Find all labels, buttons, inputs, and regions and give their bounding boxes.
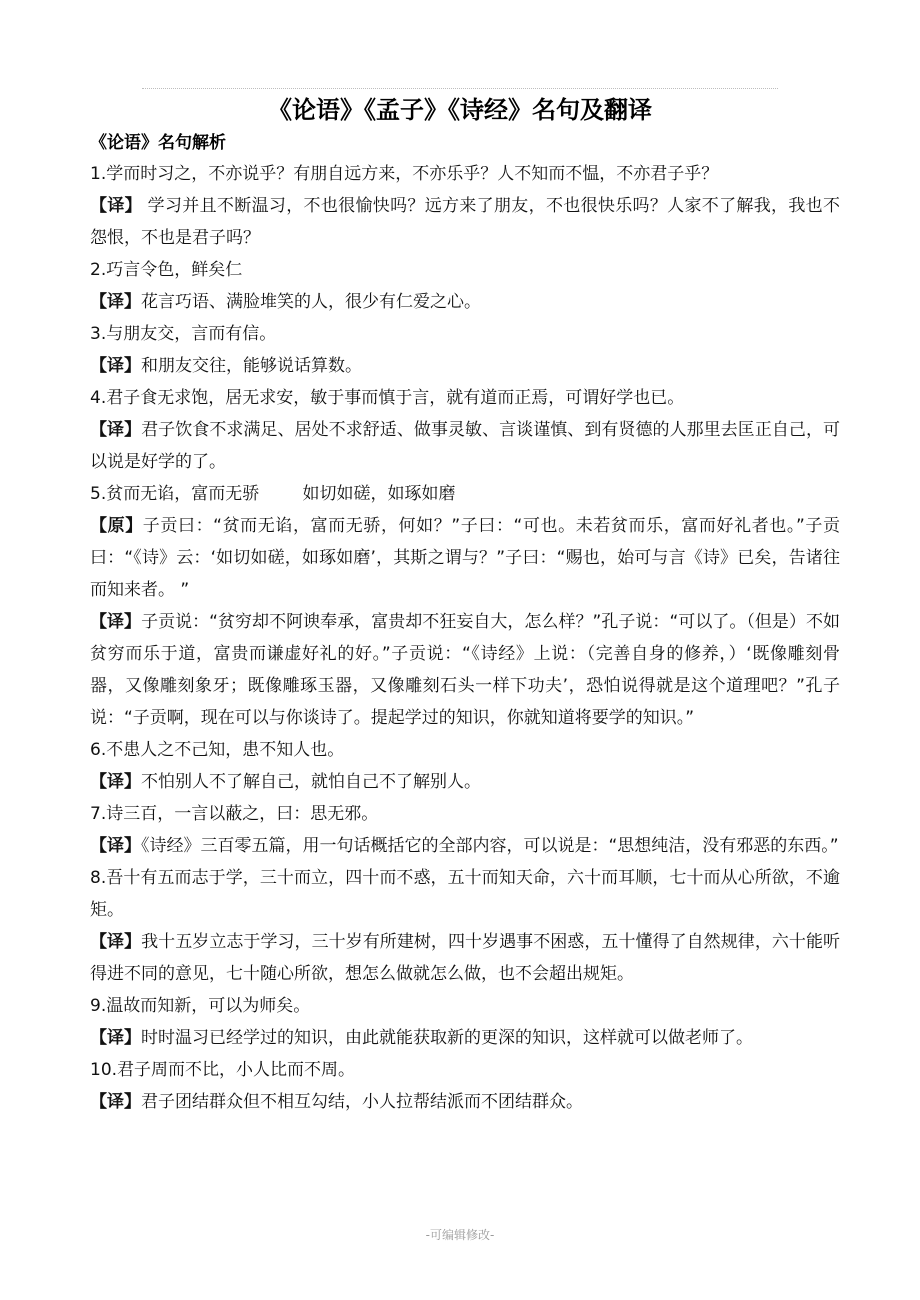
quote-8: 8.吾十有五而志于学，三十而立，四十而不惑，五十而知天命，六十而耳顺，七十而从心所欲，不逾矩。	[90, 868, 840, 920]
translation-marker: 【译】	[90, 932, 142, 952]
translation-text: 学习并且不断温习，不也很愉快吗？远方来了朋友，不也很快乐吗？人家不了解我，我也不怨恨，不也是君子吗？	[90, 196, 841, 248]
translation-marker: 【译】	[90, 612, 142, 632]
translation-text: 君子饮食不求满足、居处不求舒适、做事灵敏、言谈谨慎、到有贤德的人那里去匡正自己，可以说是好学的了。	[90, 420, 840, 472]
translation-marker: 【译】	[90, 420, 142, 440]
translation-marker: 【译】	[90, 292, 141, 312]
original-text: 子贡曰：“贫而无谄，富而无骄，何如？”子曰：“可也。未若贫而乐，富而好礼者也。”子贡曰：“《诗》云：‘如切如磋，如琢如磨’，其斯之谓与？”子曰：“赐也，始可与言《诗》已矣，告诸往而知来者。 ”	[90, 516, 840, 600]
quote-3: 3.与朋友交，言而有信。	[90, 324, 277, 344]
quote-2: 2.巧言令色，鲜矣仁	[90, 260, 243, 280]
translation-marker: 【译】	[90, 1092, 141, 1112]
document-body	[90, 128, 840, 1118]
translation-7	[90, 830, 840, 862]
translation-10	[90, 1086, 840, 1118]
translation-5	[90, 606, 840, 734]
quote-6: 6.不患人之不己知，患不知人也。	[90, 740, 345, 760]
translation-9	[90, 1022, 840, 1054]
translation-4	[90, 414, 840, 478]
header-divider	[142, 88, 778, 89]
original-5	[90, 510, 840, 606]
page-footer: -可编辑修改-	[425, 1228, 495, 1242]
translation-8	[90, 926, 840, 990]
translation-marker: 【译】	[90, 356, 141, 376]
translation-text: 花言巧语、满脸堆笑的人，很少有仁爱之心。	[141, 292, 481, 312]
translation-text: 子贡说：“贫穷却不阿谀奉承，富贵却不狂妄自大，怎么样？”孔子说：“可以了。（但是）不如贫穷而乐于道，富贵而谦虚好礼的好。”子贡说：“《诗经》上说：（完善自身的修养，）‘既像雕刻骨器，又像雕刻象牙；既像雕琢玉器，又像雕刻石头一样下功夫’，恐怕说得就是这个道理吧？”孔子说：“子贡啊，现在可以与你谈诗了。提起学过的知识，你就知道将要学的知识。”	[90, 612, 841, 728]
translation-text: 我十五岁立志于学习，三十岁有所建树，四十岁遇事不困惑，五十懂得了自然规律，六十能听得进不同的意见，七十随心所欲，想怎么做就怎么做，也不会超出规矩。	[90, 932, 840, 984]
quote-5: 5.贫而无谄，富而无骄 如切如磋，如琢如磨	[90, 484, 456, 504]
translation-6	[90, 766, 840, 798]
quote-9: 9.温故而知新，可以为师矣。	[90, 996, 311, 1016]
original-marker: 【原】	[90, 516, 143, 536]
translation-marker: 【译】	[90, 836, 141, 856]
translation-marker: 【译】	[90, 196, 142, 216]
section-heading: 《论语》名句解析	[90, 133, 226, 153]
quote-7: 7.诗三百，一言以蔽之，曰：思无邪。	[90, 804, 379, 824]
translation-marker: 【译】	[90, 772, 141, 792]
translation-3	[90, 350, 840, 382]
quote-10: 10.君子周而不比，小人比而不周。	[90, 1060, 356, 1080]
translation-marker: 【译】	[90, 1028, 141, 1048]
quote-4: 4.君子食无求饱，居无求安，敏于事而慎于言，就有道而正焉，可谓好学也已。	[90, 388, 685, 408]
translation-text: 《诗经》三百零五篇，用一句话概括它的全部内容，可以说是：“思想纯洁，没有邪恶的东西。”	[141, 836, 839, 856]
page-title: 《论语》《孟子》《诗经》名句及翻译	[268, 96, 652, 124]
translation-text: 君子团结群众但不相互勾结，小人拉帮结派而不团结群众。	[141, 1092, 583, 1112]
translation-text: 和朋友交往，能够说话算数。	[141, 356, 362, 376]
quote-1: 1.学而时习之，不亦说乎？有朋自远方来，不亦乐乎？人不知而不愠，不亦君子乎？	[90, 164, 719, 184]
translation-1	[90, 190, 840, 254]
translation-text: 时时温习已经学过的知识，由此就能获取新的更深的知识，这样就可以做老师了。	[141, 1028, 753, 1048]
translation-text: 不怕别人不了解自己，就怕自己不了解别人。	[141, 772, 481, 792]
translation-2	[90, 286, 840, 318]
